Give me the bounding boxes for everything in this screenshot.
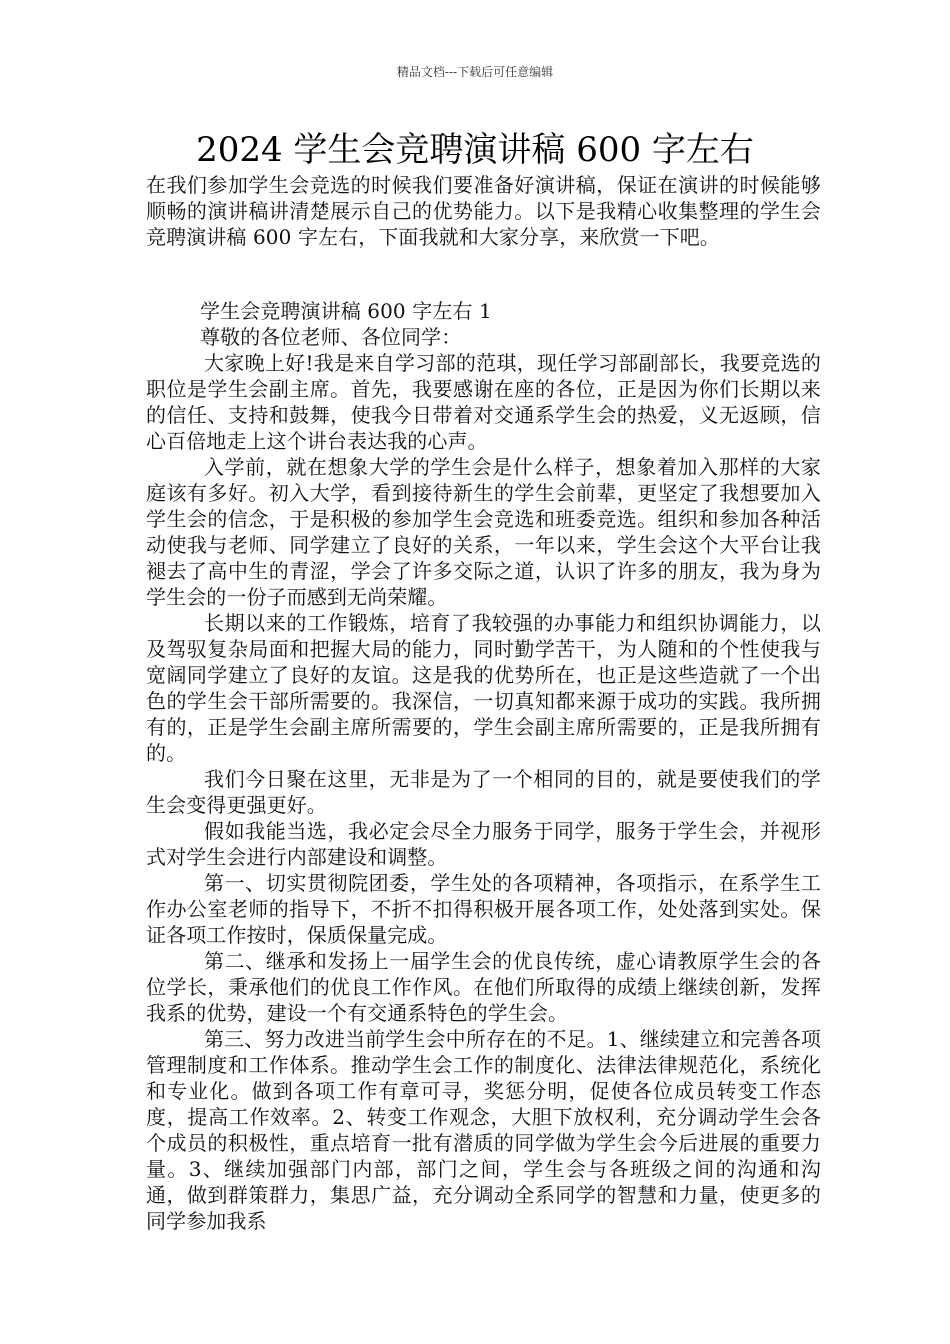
document-body [146, 172, 821, 1234]
document-title: 2024 学生会竞聘演讲稿 600 字左右 [196, 130, 754, 170]
section-spacer [146, 250, 821, 276]
body-paragraph: 第二、继承和发扬上一届学生会的优良传统，虚心请教原学生会的各位学长，秉承他们的优良工作作风。在他们所取得的成绩上继续创新，发挥我系的优势，建设一个有交通系特色的学生会。 [146, 949, 821, 1025]
body-paragraph: 假如我能当选，我必定会尽全力服务于同学，服务于学生会，并视形式对学生会进行内部建设和调整。 [146, 819, 821, 869]
intro-paragraph: 在我们参加学生会竞选的时候我们要准备好演讲稿，保证在演讲的时候能够顺畅的演讲稿讲清楚展示自己的优势能力。以下是我精心收集整理的学生会竞聘演讲稿 600 字左右，下面我就和大家分享，来欣赏一下吧。 [146, 173, 821, 249]
section-spacer [146, 276, 821, 298]
body-paragraph: 第一、切实贯彻院团委，学生处的各项精神，各项指示，在系学生工作办公室老师的指导下，不折不扣得积极开展各项工作，处处落到实处。保证各项工作按时，保质保量完成。 [146, 871, 821, 947]
body-paragraph: 入学前，就在想象大学的学生会是什么样子，想象着加入那样的大家庭该有多好。初入大学，看到接待新生的学生会前辈，更坚定了我想要加入学生会的信念，于是积极的参加学生会竞选和班委竞选。组织和参加各种活动使我与老师、同学建立了良好的关系，一年以来，学生会这个大平台让我褪去了高中生的青涩，学会了许多交际之道，认识了许多的朋友，我为身为学生会的一份子而感到无尚荣耀。 [146, 455, 821, 609]
page-header: 精品文档---下载后可任意编辑 [396, 65, 554, 79]
body-paragraph: 第三、努力改进当前学生会中所存在的不足。1、继续建立和完善各项管理制度和工作体系。推动学生会工作的制度化、法律法律规范化，系统化和专业化。做到各项工作有章可寻，奖惩分明，促使各位成员转变工作态度，提高工作效率。2、转变工作观念，大胆下放权利，充分调动学生会各个成员的积极性，重点培育一批有潜质的同学做为学生会今后进展的重要力量。3、继续加强部门内部，部门之间，学生会与各班级之间的沟通和沟通，做到群策群力，集思广益，充分调动全系同学的智慧和力量，使更多的同学参加我系 [146, 1027, 821, 1233]
body-paragraph: 我们今日聚在这里，无非是为了一个相同的目的，就是要使我们的学生会变得更强更好。 [146, 767, 821, 817]
body-paragraph: 长期以来的工作锻炼，培育了我较强的办事能力和组织协调能力，以及驾驭复杂局面和把握大局的能力，同时勤学苦干，为人随和的个性使我与宽阔同学建立了良好的友谊。这是我的优势所在，也正是这些造就了一个出色的学生会干部所需要的。我深信，一切真知都来源于成功的实践。我所拥有的，正是学生会副主席所需要的，学生会副主席所需要的，正是我所拥有的。 [146, 611, 821, 765]
salutation: 尊敬的各位老师、各位同学： [200, 325, 462, 349]
body-paragraph: 大家晚上好!我是来自学习部的范琪，现任学习部副部长，我要竞选的职位是学生会副主席。首先，我要感谢在座的各位，正是因为你们长期以来的信任、支持和鼓舞，使我今日带着对交通系学生会的热爱，义无返顾，信心百倍地走上这个讲台表达我的心声。 [146, 351, 821, 453]
section-heading: 学生会竞聘演讲稿 600 字左右 1 [200, 299, 492, 323]
